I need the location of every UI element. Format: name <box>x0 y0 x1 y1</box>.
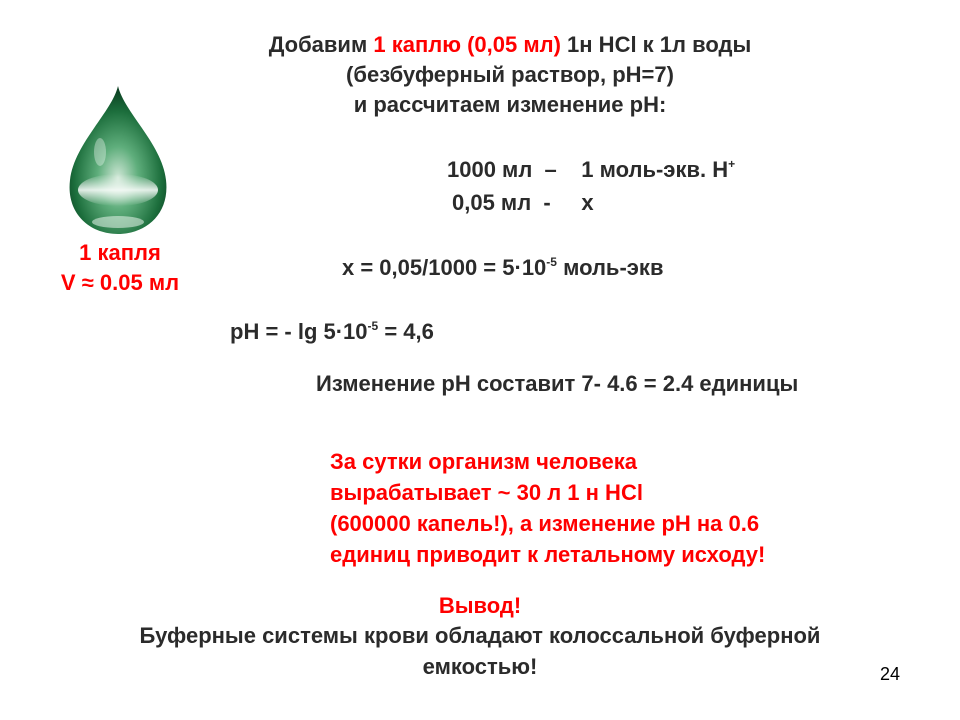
slide-title <box>180 30 840 120</box>
note-line-4: единиц приводит к летальному исходу! <box>330 542 766 567</box>
note-line-2: вырабатывает ~ 30 л 1 н HCl <box>330 480 643 505</box>
note-line-1: За сутки организм человека <box>330 449 638 474</box>
proportion-row-1: 1000 мл – 1 моль-экв. Н+ <box>447 157 736 182</box>
ph-calculation: рН = - $\lg 5\cdot 10^{-5} = 4,6$ <box>230 319 434 344</box>
x-calculation: $х = 0,05/1000 = 5\cdot 10^{-5}$ моль-экв <box>342 255 664 280</box>
title-line-1: Добавим 1 каплю (0,05 мл) 1н HCl к 1л воды <box>268 32 752 57</box>
drop-caption-line-2: V ≈ 0.05 мл <box>60 270 180 295</box>
water-drop-image <box>58 82 178 242</box>
note-line-3: (600000 капель!), а изменение рН на 0.6 <box>330 511 760 536</box>
ph-change-result: Изменение рН составит 7- 4.6 = 2.4 единицы <box>316 371 799 396</box>
conclusion-heading: Вывод! <box>438 593 522 618</box>
title-highlight: 1 каплю (0,05 мл) <box>373 32 561 57</box>
title-line-2: (безбуферный раствор, рН=7) <box>346 62 674 87</box>
proportion-row-2: 0,05 мл - х <box>452 190 594 215</box>
drop-caption <box>30 238 210 298</box>
conclusion-line-2: емкостью! <box>422 654 538 679</box>
page-number: 24 <box>880 664 901 684</box>
daily-acid-note <box>330 446 765 570</box>
conclusion-line-1: Буферные системы крови обладают колоссальной буферной <box>139 623 821 648</box>
conclusion-text <box>40 620 920 682</box>
drop-caption-line-1: 1 капля <box>79 240 161 265</box>
title-line-3: и рассчитаем изменение рН: <box>353 92 667 117</box>
